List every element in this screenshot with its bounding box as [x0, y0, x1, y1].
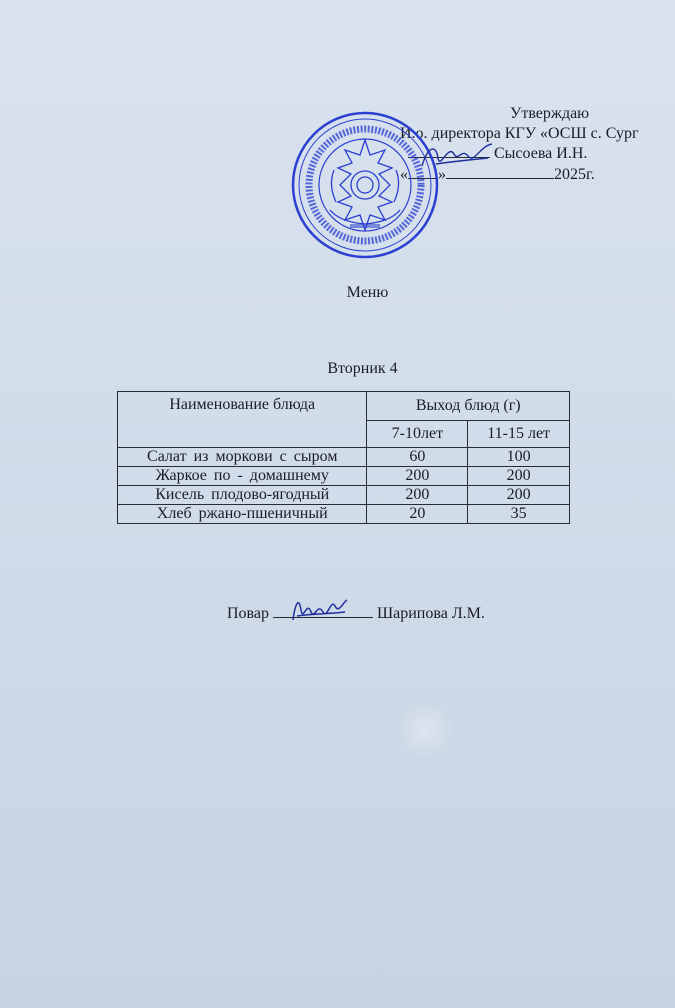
dish-output-11-15: 200	[468, 467, 570, 486]
dish-output-11-15: 100	[468, 448, 570, 467]
dish-output-7-10: 200	[367, 486, 468, 505]
col-output-header: Выход блюд (г)	[367, 392, 570, 421]
approval-signer-name: Сысоева И.Н.	[494, 145, 588, 162]
table-row	[118, 505, 570, 524]
cook-signature-icon	[287, 590, 351, 628]
dish-name: Хлеб ржано-пшеничный	[118, 505, 367, 524]
cook-name: Шарипова Л.М.	[377, 605, 485, 622]
age-group-1: 7-10лет	[367, 421, 468, 448]
dish-name: Кисель плодово-ягодный	[118, 486, 367, 505]
dish-output-7-10: 20	[367, 505, 468, 524]
age-group-2: 11-15 лет	[468, 421, 570, 448]
cook-signature-line	[227, 603, 485, 623]
date-close-quote: »	[438, 165, 446, 183]
table-header-row	[118, 392, 570, 421]
menu-table	[117, 391, 570, 524]
table-row	[118, 486, 570, 505]
approval-position: И.о. директора КГУ «ОСШ с. Сург	[400, 124, 639, 142]
dish-output-7-10: 200	[367, 467, 468, 486]
approval-title: Утверждаю	[510, 105, 590, 122]
director-signature-icon	[418, 136, 496, 176]
cook-label: Повар	[227, 605, 269, 622]
date-open-quote: «	[400, 165, 408, 183]
dish-output-11-15: 35	[468, 505, 570, 524]
dish-name: Жаркое по - домашнему	[118, 467, 367, 486]
paper-fold-mark	[395, 700, 455, 760]
dish-output-7-10: 60	[367, 448, 468, 467]
col-name-header: Наименование блюда	[118, 392, 367, 448]
table-row	[118, 448, 570, 467]
dish-output-11-15: 200	[468, 486, 570, 505]
date-year: 2025г.	[554, 165, 595, 183]
document-title: Меню	[346, 284, 389, 301]
menu-day: Вторник 4	[327, 360, 398, 377]
dish-name: Салат из моркови с сыром	[118, 448, 367, 467]
official-seal-icon	[290, 110, 440, 260]
table-row	[118, 467, 570, 486]
